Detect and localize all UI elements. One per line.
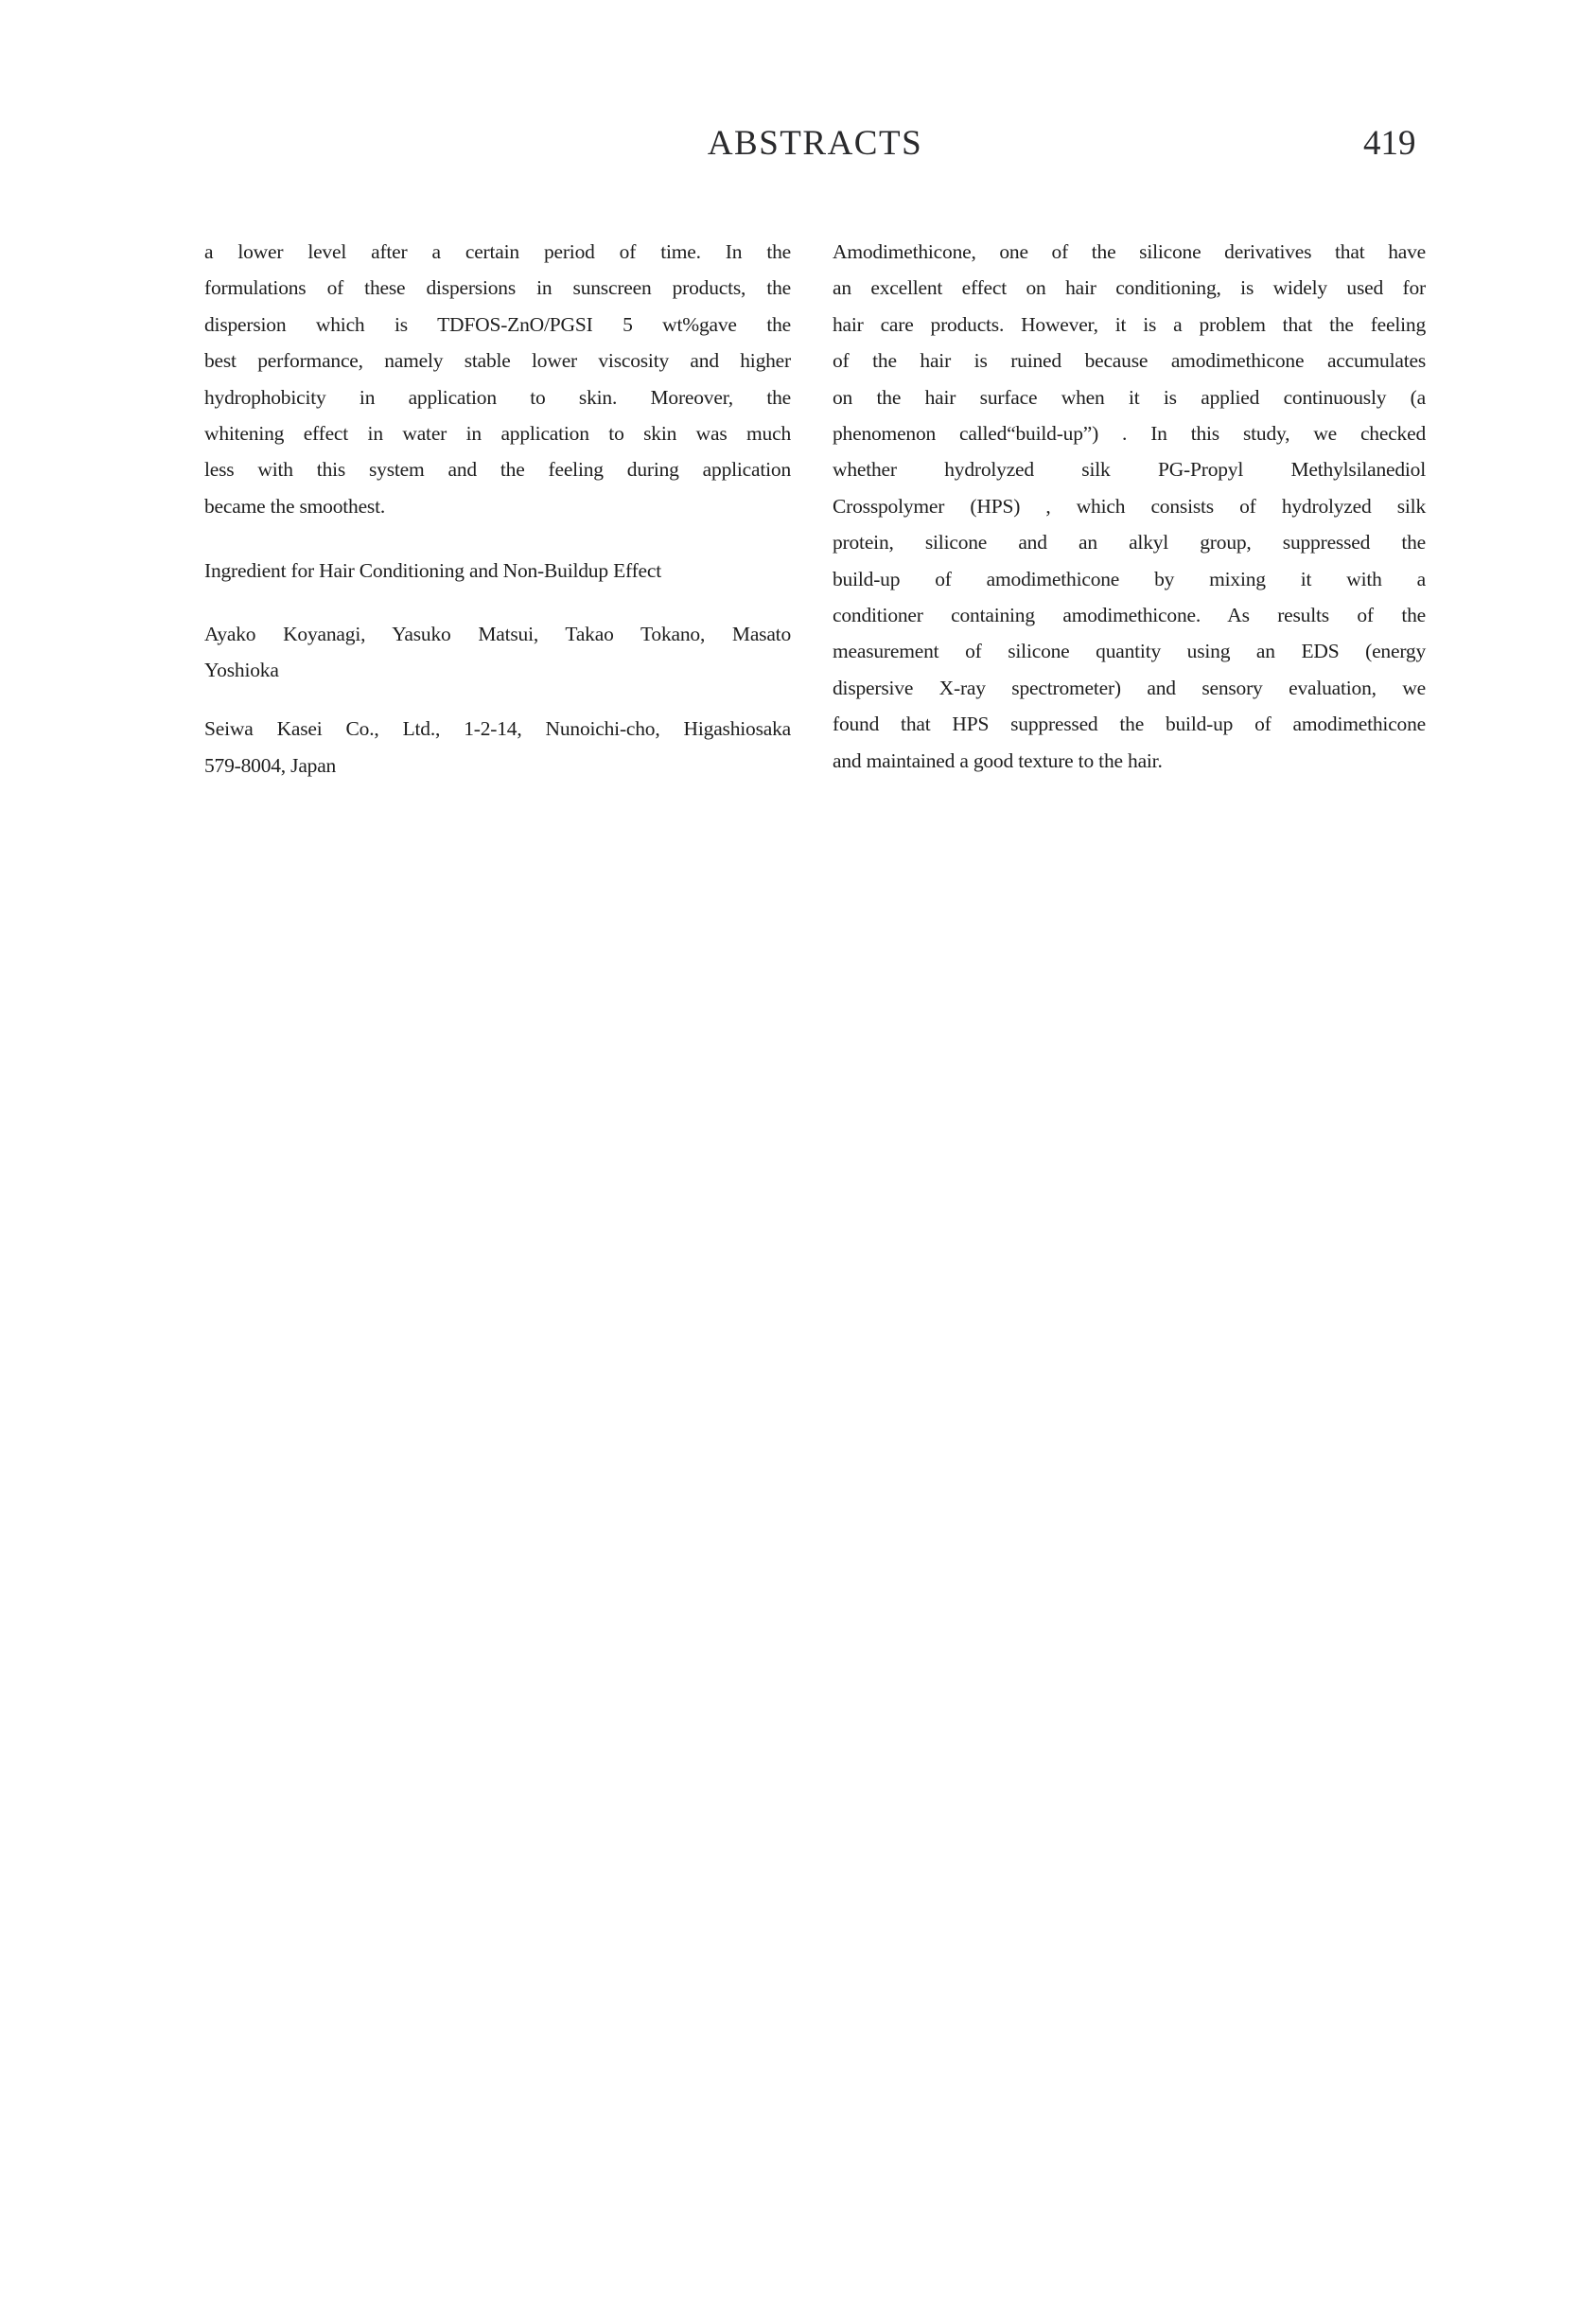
text-line: Amodimethicone, one of the silicone derivatives that have [833,240,1426,263]
page-header-title: ABSTRACTS [707,124,923,163]
text-line: Seiwa Kasei Co., Ltd., 1-2-14, Nunoichi-cho, Higashiosaka [204,717,791,741]
text-line: a lower level after a certain period of time. In the [204,240,791,263]
text-line: Ayako Koyanagi, Yasuko Matsui, Takao Tokano, Masato [204,622,791,645]
abstract-end-paragraph [204,234,791,524]
page-number: 419 [1363,124,1416,163]
text-line: best performance, namely stable lower viscosity and higher [204,349,791,373]
text-line: Crosspolymer (HPS) , which consists of hydrolyzed silk [833,494,1426,518]
left-column [204,234,791,783]
text-line: and maintained a good texture to the hair. [833,748,1163,772]
text-line: less with this system and the feeling during application [204,458,791,482]
text-line: dispersive X-ray spectrometer) and sensory evaluation, we [833,676,1426,699]
text-line: build-up of amodimethicone by mixing it with a [833,567,1426,590]
text-line: an excellent effect on hair conditioning, is widely used for [833,276,1426,300]
text-line: Yoshioka [204,659,279,682]
text-line: found that HPS suppressed the build-up of amodimethicone [833,713,1426,736]
text-line: whitening effect in water in application to skin was much [204,422,791,446]
text-line: of the hair is ruined because amodimethicone accumulates [833,349,1426,373]
text-line: on the hair surface when it is applied continuously (a [833,385,1426,409]
text-line: measurement of silicone quantity using an EDS (energy [833,640,1426,663]
text-line: dispersion which is TDFOS-ZnO/PGSI 5 wt%gave the [204,312,791,336]
text-line: protein, silicone and an alkyl group, suppressed the [833,531,1426,554]
abstract-paragraph [833,234,1426,779]
text-line: became the smoothest. [204,494,386,518]
text-line: 579-8004, Japan [204,753,337,777]
text-line: hydrophobicity in application to skin. Moreover, the [204,385,791,409]
text-line: whether hydrolyzed silk PG-Propyl Methylsilanediol [833,458,1426,482]
authors [204,616,791,689]
abstract-section-title: Ingredient for Hair Conditioning and Non-Buildup Effect [204,559,661,583]
text-line: formulations of these dispersions in sunscreen products, the [204,276,791,300]
two-column-text-area [204,234,1426,783]
text-line: hair care products. However, it is a problem that the feeling [833,312,1426,336]
text-line: phenomenon called“build-up”) . In this study, we checked [833,422,1426,446]
right-column [833,234,1426,783]
text-line: conditioner containing amodimethicone. As results of the [833,604,1426,627]
affiliation [204,711,791,783]
